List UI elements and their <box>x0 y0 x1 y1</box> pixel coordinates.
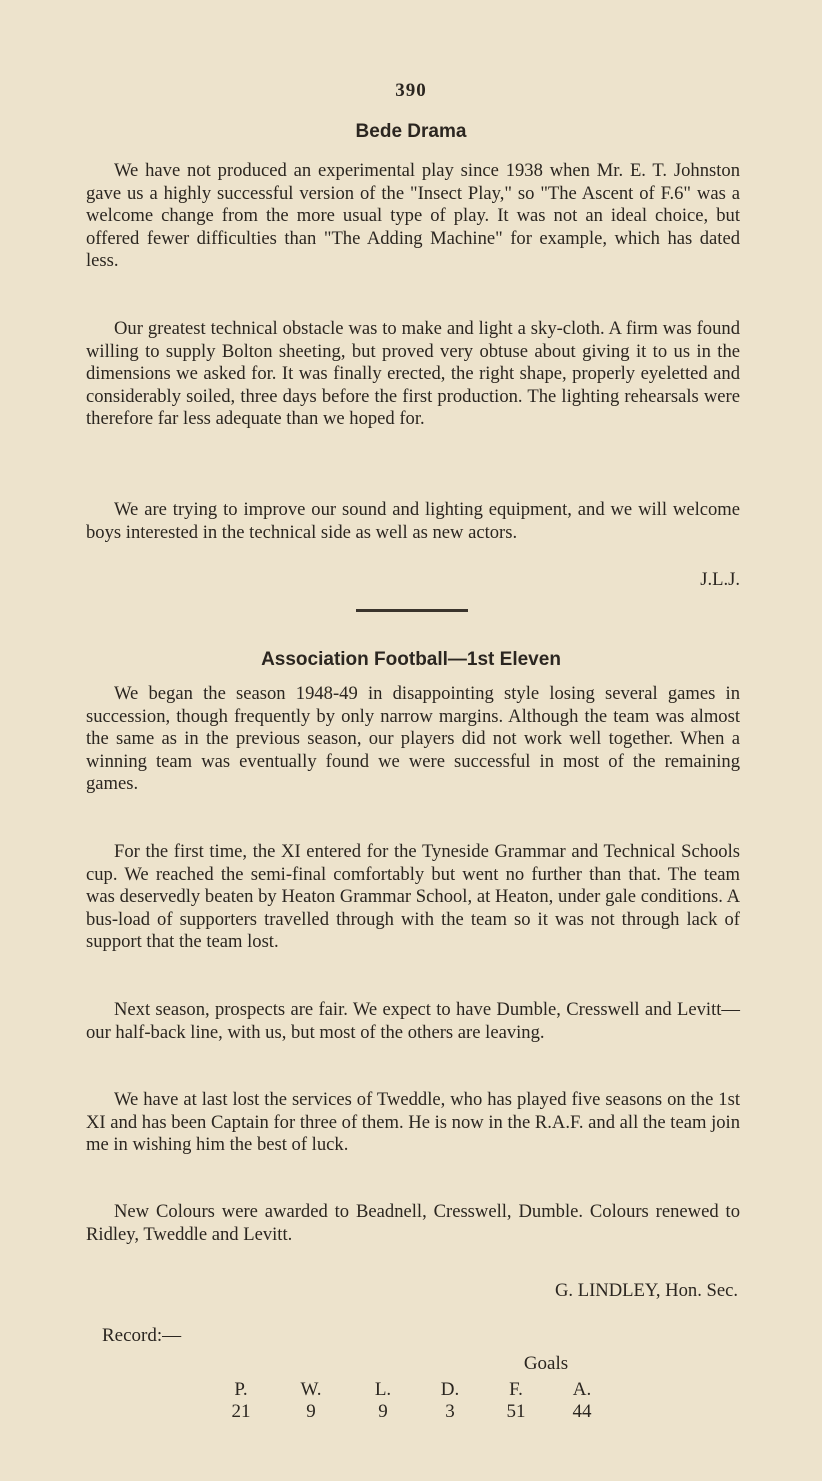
record-value-against: 44 <box>572 1401 592 1422</box>
record-value-drawn: 3 <box>445 1401 455 1422</box>
record-header-drawn: D. <box>440 1379 460 1400</box>
record-value-for: 51 <box>506 1401 526 1422</box>
football-paragraph-1: We began the season 1948-49 in disappointing style losing several games in succession, though frequently by only narrow margins. Although the team was almost the same as in the previous season, our players did not work well together. When a winning team was eventually found we were successful in most of the remaining games. <box>86 683 740 794</box>
record-header-won: W. <box>300 1379 322 1400</box>
page-number: 390 <box>395 80 427 101</box>
football-signature: G. LINDLEY, Hon. Sec. <box>555 1280 738 1301</box>
record-value-played: 21 <box>231 1401 251 1422</box>
record-label: Record:— <box>102 1325 182 1346</box>
record-header-for: F. <box>509 1379 523 1400</box>
football-paragraph-3: Next season, prospects are fair. We expect to have Dumble, Cresswell and Levitt—our half-back line, with us, but most of the others are leaving. <box>86 999 740 1043</box>
football-heading: Association Football—1st Eleven <box>261 649 561 670</box>
football-paragraph-4: We have at last lost the services of Tweddle, who has played five seasons on the 1st XI and has been Captain for three of them. He is now in the R.A.F. and all the team join me in wishing him the best of luck. <box>86 1089 740 1155</box>
drama-paragraph-1: We have not produced an experimental play since 1938 when Mr. E. T. Johnston gave us a highly successful version of the "Insect Play," so "The Ascent of F.6" was a welcome change from the more usual type of play. It was not an ideal choice, but offered fewer difficulties than "The Adding Machine" for example, which has dated less. <box>86 160 740 271</box>
drama-paragraph-2: Our greatest technical obstacle was to make and light a sky-cloth. A firm was found willing to supply Bolton sheeting, but proved very obtuse about giving it to us in the dimensions we asked for. It was finally erected, the right shape, properly eyeletted and considerably soiled, three days before the first production. The lighting rehearsals were therefore far less adequate than we hoped for. <box>86 318 740 429</box>
section-divider <box>356 609 468 612</box>
record-value-lost: 9 <box>378 1401 388 1422</box>
record-value-won: 9 <box>306 1401 316 1422</box>
drama-paragraph-3: We are trying to improve our sound and lighting equipment, and we will welcome boys interested in the technical side as well as new actors. <box>86 499 740 543</box>
football-paragraph-5: New Colours were awarded to Beadnell, Cresswell, Dumble. Colours renewed to Ridley, Tweddle and Levitt. <box>86 1201 740 1245</box>
record-table <box>200 1353 620 1423</box>
drama-heading: Bede Drama <box>355 121 467 142</box>
record-goals-label: Goals <box>523 1353 569 1374</box>
record-header-lost: L. <box>374 1379 392 1400</box>
drama-signature: J.L.J. <box>700 569 740 590</box>
record-header-against: A. <box>572 1379 592 1400</box>
football-paragraph-2: For the first time, the XI entered for the Tyneside Grammar and Technical Schools cup. We reached the semi-final comfortably but went no further than that. The team was deservedly beaten by Heaton Grammar School, at Heaton, under gale conditions. A bus-load of supporters travelled through with the team so it was not through lack of support that the team lost. <box>86 841 740 952</box>
record-header-played: P. <box>234 1379 248 1400</box>
